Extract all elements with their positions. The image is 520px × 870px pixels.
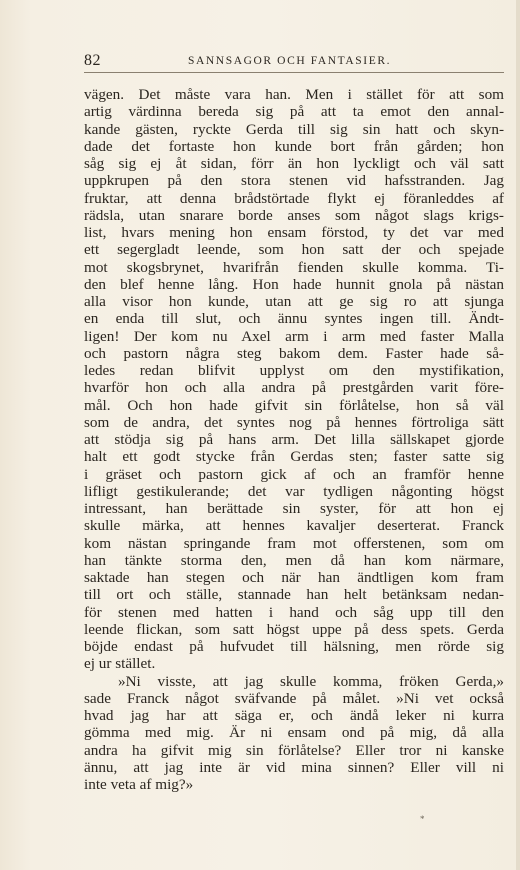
text-line: uppkrupen på den stora stenen vid hafsstranden. Jag <box>84 172 504 190</box>
running-title: SANNSAGOR OCH FANTASIER. <box>188 55 392 67</box>
text-line: rädsla, utan snarare borde anses som något slags krigs- <box>84 206 504 224</box>
text-line: i gräset och pastorn gick af och an framför henne <box>84 465 504 483</box>
text-line: intressant, han berättade sin syster, för att hon ej <box>84 500 504 517</box>
text-line: lifligt gestikulerande; det var tydligen någonting högst <box>84 482 504 500</box>
text-line: mål. Och hon hade gifvit sin förlåtelse, hon så väl <box>84 396 504 414</box>
text-line: ett segergladt leende, som hon satt der och spejade <box>84 241 504 259</box>
text-line: sade Franck något sväfvande på målet. »Ni vet också <box>84 689 504 707</box>
text-line: hvad jag har att säga er, och ändå leker ni kurra <box>84 707 504 724</box>
text-line: »Ni visste, att jag skulle komma, fröken Gerda,» <box>118 672 504 690</box>
text-line: kom nästan springande fram mot offerstenen, som om <box>84 534 504 552</box>
body-text <box>84 86 504 793</box>
text-line: alla visor hon kunde, utan att ge sig ro att sjunga <box>84 293 504 310</box>
text-line: ännu, att jag inte är vid mina sinnen? Eller vill ni <box>84 758 504 776</box>
text-line: vägen. Det måste vara han. Men i stället för att som <box>84 86 504 103</box>
text-line: dade det fortaste hon kunde bort från gården; hon <box>84 137 504 155</box>
text-line: en enda till slut, och ännu syntes ingen till. Ändt- <box>84 310 504 328</box>
text-line: och pastorn några steg bakom dem. Faster hade så- <box>84 344 504 362</box>
text-line: fruktar, att denna brådstörtade flykt ej föranleddes af <box>84 189 504 207</box>
text-line: till ort och ställe, stannade han helt betänksam nedan- <box>84 586 504 604</box>
text-line: han tänkte storma den, men då han kom närmare, <box>84 551 504 569</box>
text-line: saktade han stegen och när han ändtligen kom fram <box>84 569 504 586</box>
text-line: ligen! Der kom nu Axel arm i arm med faster Malla <box>84 327 504 345</box>
text-line: mot skogsbrynet, hvarifrån fienden skulle komma. Ti- <box>84 258 504 276</box>
text-line: böjde endast på hufvudet till hälsning, men rörde sig <box>84 638 504 655</box>
text-line: ledes redan blifvit upplyst om den mystifikation, <box>84 362 504 379</box>
text-line: såg sig ej åt sidan, förr än hon lyckligt och väl satt <box>84 155 504 172</box>
page-edge <box>516 0 520 870</box>
text-line: ej ur stället. <box>84 655 156 673</box>
printer-mark: * <box>420 814 425 824</box>
text-line: som de andra, det syntes nog på hennes förtroliga sätt <box>84 413 504 431</box>
text-line: hvarför hon och alla andra på prestgården varit före- <box>84 379 504 397</box>
text-line: för stenen med hatten i hand och såg upp till den <box>84 603 504 621</box>
text-line: inte veta af mig?» <box>84 776 194 793</box>
text-line: halt ett godt stycke från Gerdas sten; faster satte sig <box>84 448 504 466</box>
header-rule <box>84 72 504 73</box>
text-line: kande gästen, ryckte Gerda till sig sin hatt och skyn- <box>84 120 504 138</box>
text-line: den blef henne lång. Hon hade hunnit gnola på nästan <box>84 275 504 293</box>
text-line: andra ha gifvit mig sin förlåtelse? Eller tror ni kanske <box>84 741 504 759</box>
text-line: gömma med mig. Är ni ensam ond på mig, då alla <box>84 724 504 742</box>
text-line: list, hvars mening hon ensam förstod, ty det var med <box>84 224 504 241</box>
page-number: 82 <box>84 52 101 69</box>
text-line: skulle märka, att hennes kavaljer deserterat. Franck <box>84 517 504 535</box>
text-line: leende flickan, som satt högst uppe på dess spets. Gerda <box>84 620 504 638</box>
text-line: artig värdinna bereda sig på att ta emot den annal- <box>84 103 504 121</box>
text-line: att stödja sig på hans arm. Det lilla sällskapet gjorde <box>84 431 504 448</box>
